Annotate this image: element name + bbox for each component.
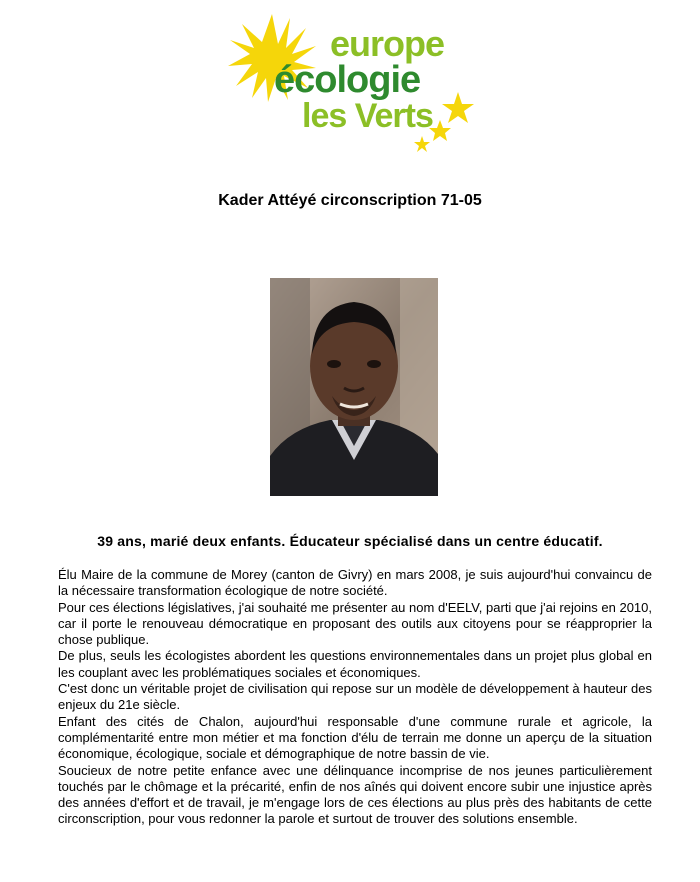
bio-paragraph: C'est donc un véritable projet de civilisation qui repose sur un modèle de développement à hauteur des enjeux du 21e siècle. — [58, 681, 652, 713]
logo-word-europe: europe — [330, 23, 445, 64]
logo-word-les-verts: les Verts — [302, 97, 433, 135]
candidate-biography — [58, 567, 652, 828]
candidate-summary: 39 ans, marié deux enfants. Éducateur spécialisé dans un centre éducatif. — [97, 533, 603, 549]
page-title: Kader Attéyé circonscription 71-05 — [218, 192, 482, 209]
star-icon — [414, 136, 430, 152]
logo-word-ecologie: écologie — [274, 59, 421, 101]
bio-paragraph: Pour ces élections législatives, j'ai souhaité me présenter au nom d'EELV, parti que j'ai rejoins en 2010, car il porte le renouveau démocratique en proposant des outils aux citoyens pour se réapproprier la chose publique. — [58, 599, 652, 648]
bio-paragraph: Soucieux de notre petite enfance avec une délinquance incomprise de nos jeunes particulièrement touchés par le chômage et la précarité, enfin de nos aînés qui doivent encore subir une injustice après des années d'effort et de travail, je m'engage lors de ces élections au plus près des habitants de cette circonscription, pour vous redonner la parole et surtout de trouver des solutions ensemble. — [58, 762, 652, 827]
eelv-logo — [226, 12, 486, 157]
bio-paragraph: De plus, seuls les écologistes abordent les questions environnementales dans un projet plus global en les couplant avec les problématiques sociales et économiques. — [58, 648, 652, 680]
star-icon — [442, 92, 474, 123]
candidate-photo — [270, 278, 438, 496]
bio-paragraph: Enfant des cités de Chalon, aujourd'hui responsable d'une commune rurale et agricole, la complémentarité entre mon métier et ma fonction d'élu de terrain me donne un aperçu de la situation économique, écologique, sociale et démographique de notre bassin de vie. — [58, 713, 652, 762]
bio-paragraph: Élu Maire de la commune de Morey (canton de Givry) en mars 2008, je suis aujourd'hui convaincu de la nécessaire transformation écologique de notre société. — [58, 567, 652, 599]
